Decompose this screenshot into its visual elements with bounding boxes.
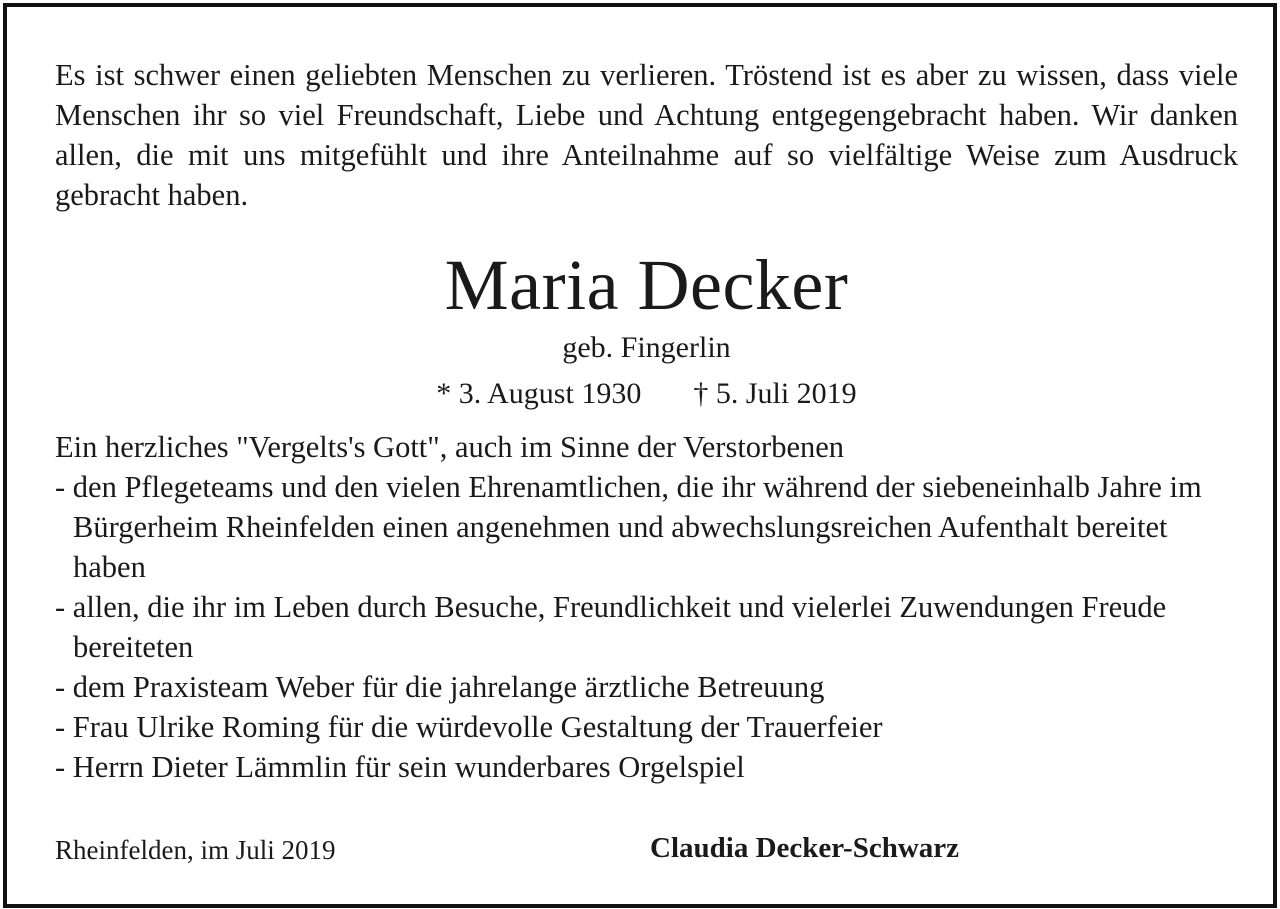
death-date: † 5. Juli 2019: [693, 377, 857, 410]
deceased-name: Maria Decker: [444, 245, 849, 325]
list-item: - dem Praxisteam Weber für die jahrelange ärztliche Betreuung: [55, 670, 825, 704]
list-item: - allen, die ihr im Leben durch Besuche, Freundlichkeit und vielerlei Zuwendungen Freude bereiteten: [55, 590, 1167, 664]
life-dates: [55, 374, 1238, 414]
thanks-list: [55, 467, 1238, 787]
thanks-section: [55, 427, 1238, 787]
maiden-name: geb. Fingerlin: [562, 331, 731, 364]
birth-date: * 3. August 1930: [436, 377, 642, 410]
list-item: - den Pflegeteams und den vielen Ehrenamtlichen, die ihr während der siebeneinhalb Jahre im Bürgerheim Rheinfelden einen angenehmen und abwechslungsreichen Aufenthalt bereitet haben: [55, 470, 1202, 584]
obituary-notice: [3, 3, 1277, 908]
thanks-heading: Ein herzliches "Vergelts's Gott", auch im Sinne der Verstorbenen: [55, 430, 845, 464]
intro-paragraph: Es ist schwer einen geliebten Menschen zu verlieren. Tröstend ist es aber zu wissen, dass viele Menschen ihr so viel Freundschaft, Liebe und Achtung entgegengebracht haben. Wir danken allen, die mit uns mitgefühlt und ihre Anteilnahme auf so vielfältige Weise zum Ausdruck gebracht haben.: [55, 58, 1238, 212]
signature-name: Claudia Decker-Schwarz: [650, 832, 960, 864]
list-item: - Herrn Dieter Lämmlin für sein wunderbares Orgelspiel: [55, 750, 745, 784]
place-and-date: Rheinfelden, im Juli 2019: [55, 835, 336, 865]
list-item: - Frau Ulrike Roming für die würdevolle Gestaltung der Trauerfeier: [55, 710, 883, 744]
